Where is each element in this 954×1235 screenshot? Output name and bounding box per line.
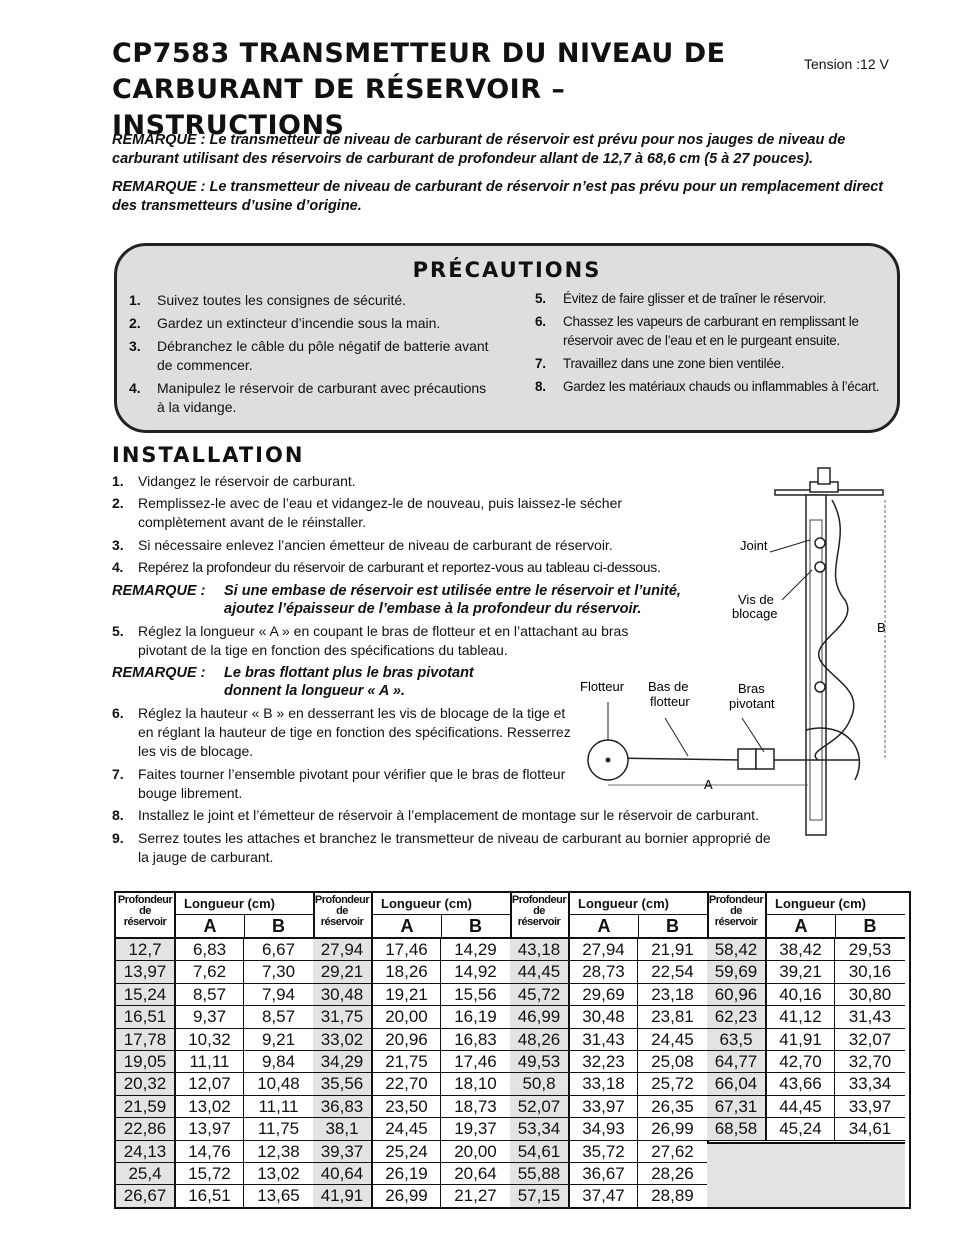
length-b-cell: 33,97 — [835, 1096, 905, 1118]
depth-cell: 66,04 — [707, 1073, 767, 1095]
precaution-item — [129, 337, 489, 375]
precautions-list-left — [129, 291, 489, 421]
length-b-cell: 19,37 — [441, 1118, 510, 1140]
step-number: 3. — [112, 537, 124, 553]
set-screw-icon — [815, 682, 825, 692]
length-a-cell: 40,16 — [767, 984, 835, 1006]
depth-cell: 39,37 — [313, 1141, 373, 1163]
length-b-cell: 7,94 — [244, 984, 313, 1006]
col-a-header: A — [373, 915, 442, 937]
length-a-cell: 22,70 — [373, 1073, 441, 1095]
precaution-text: Évitez de faire glisser et de traîner le réservoir. — [563, 291, 827, 306]
label-bras: Bras — [738, 681, 765, 696]
length-a-cell: 39,21 — [767, 961, 835, 983]
depth-cell: 60,96 — [707, 984, 767, 1006]
length-b-cell: 25,08 — [638, 1051, 707, 1073]
precaution-number: 6. — [535, 314, 546, 329]
length-b-cell: 6,67 — [244, 939, 313, 961]
step-number: 8. — [112, 807, 124, 823]
depth-cell: 40,64 — [313, 1163, 373, 1185]
length-b-cell: 7,30 — [244, 961, 313, 983]
precaution-item — [129, 291, 489, 310]
label-flotteur: Flotteur — [580, 679, 625, 694]
step-number: 6. — [112, 705, 124, 721]
label-a: A — [704, 777, 713, 792]
label-b: B — [877, 620, 886, 635]
install-remark — [112, 664, 532, 700]
depth-cell: 50,8 — [510, 1073, 570, 1095]
float-center — [606, 758, 611, 763]
precautions-box — [114, 243, 900, 433]
length-header: Longueur (cm) — [373, 893, 510, 915]
voltage-label: Tension :12 V — [804, 56, 889, 72]
precaution-text: Débranchez le câble du pôle négatif de batterie avant de commencer. — [157, 338, 489, 373]
step-number: 1. — [112, 473, 124, 489]
depth-cell: 54,61 — [510, 1141, 570, 1163]
arm-clamp — [756, 749, 774, 769]
length-a-cell: 20,96 — [373, 1029, 441, 1051]
step-number: 7. — [112, 766, 124, 782]
col-a-header: A — [570, 915, 639, 937]
arm-clamp — [738, 749, 756, 769]
length-a-cell: 13,02 — [176, 1096, 244, 1118]
precaution-number: 1. — [129, 292, 141, 308]
length-a-cell: 27,94 — [570, 939, 638, 961]
precaution-item — [535, 377, 885, 396]
depth-cell: 49,53 — [510, 1051, 570, 1073]
length-b-cell: 10,48 — [244, 1073, 313, 1095]
depth-cell: 16,51 — [116, 1006, 176, 1028]
precaution-item — [535, 354, 885, 373]
depth-cell: 52,07 — [510, 1096, 570, 1118]
length-b-cell: 21,91 — [638, 939, 707, 961]
label-bas-de: Bas de — [648, 679, 689, 694]
length-b-cell: 25,72 — [638, 1073, 707, 1095]
depth-cell: 36,83 — [313, 1096, 373, 1118]
depth-cell: 29,21 — [313, 961, 373, 983]
depth-cell: 68,58 — [707, 1118, 767, 1140]
page-title — [112, 36, 792, 144]
col-a-header: A — [767, 915, 836, 937]
depth-cell: 24,13 — [116, 1141, 176, 1163]
length-a-cell: 41,12 — [767, 1006, 835, 1028]
terminal-stud — [818, 468, 830, 484]
precaution-number: 8. — [535, 379, 546, 394]
length-a-cell: 12,07 — [176, 1073, 244, 1095]
length-a-cell: 36,67 — [570, 1163, 638, 1185]
depth-header — [707, 893, 767, 937]
length-b-cell: 16,83 — [441, 1029, 510, 1051]
length-b-cell: 11,75 — [244, 1118, 313, 1140]
length-b-cell: 26,35 — [638, 1096, 707, 1118]
depth-cell: 34,29 — [313, 1051, 373, 1073]
depth-header — [313, 893, 373, 937]
step-text: Repérez la profondeur du réservoir de carburant et reportez-vous au tableau ci-dessous. — [138, 559, 661, 575]
length-b-cell: 31,43 — [835, 1006, 905, 1028]
set-screw-icon — [815, 562, 825, 572]
depth-header — [510, 893, 570, 937]
depth-cell: 25,4 — [116, 1163, 176, 1185]
remark-text: Si une embase de réservoir est utilisée entre le réservoir et l’unité, ajoutez l’épaisseur de l’embase à la profondeur du réservoir. — [224, 583, 681, 617]
length-a-cell: 45,24 — [767, 1118, 835, 1140]
install-step — [112, 765, 592, 803]
length-b-cell: 18,73 — [441, 1096, 510, 1118]
label-blocage: blocage — [732, 606, 778, 621]
depth-cell: 64,77 — [707, 1051, 767, 1073]
table-empty-area — [707, 1142, 905, 1207]
depth-header-line: de — [730, 905, 742, 917]
depth-cell: 13,97 — [116, 961, 176, 983]
col-b-header: B — [272, 916, 285, 936]
length-b-cell: 32,07 — [835, 1029, 905, 1051]
depth-header-line: de — [139, 905, 151, 917]
table-block — [510, 893, 709, 1207]
length-b-cell: 13,02 — [244, 1163, 313, 1185]
length-a-cell: 11,11 — [176, 1051, 244, 1073]
length-a-cell: 16,51 — [176, 1185, 244, 1207]
length-a-cell: 7,62 — [176, 961, 244, 983]
depth-cell: 62,23 — [707, 1006, 767, 1028]
precaution-item — [129, 379, 489, 417]
depth-cell: 48,26 — [510, 1029, 570, 1051]
depth-header-line: de — [533, 905, 545, 917]
step-text: Installez le joint et l’émetteur de réservoir à l’emplacement de montage sur le réservoir de carburant. — [138, 807, 759, 823]
precaution-item — [129, 314, 489, 333]
length-b-cell: 28,89 — [638, 1185, 707, 1207]
length-b-cell: 32,70 — [835, 1051, 905, 1073]
length-b-cell: 13,65 — [244, 1185, 313, 1207]
length-b-cell: 22,54 — [638, 961, 707, 983]
remark-label: REMARQUE : — [112, 583, 206, 599]
depth-cell: 38,1 — [313, 1118, 373, 1140]
length-a-cell: 18,26 — [373, 961, 441, 983]
precaution-number: 7. — [535, 356, 546, 371]
length-b-cell: 14,29 — [441, 939, 510, 961]
length-header: Longueur (cm) — [767, 893, 905, 915]
depth-cell: 19,05 — [116, 1051, 176, 1073]
length-a-cell: 29,69 — [570, 984, 638, 1006]
length-a-cell: 13,97 — [176, 1118, 244, 1140]
precaution-text: Suivez toutes les consignes de sécurité. — [157, 292, 407, 308]
remark-text: Le bras flottant plus le bras pivotant donnent la longueur « A ». — [224, 665, 474, 699]
depth-cell: 46,99 — [510, 1006, 570, 1028]
depth-cell: 57,15 — [510, 1185, 570, 1207]
depth-header-line: réservoir — [320, 916, 364, 928]
step-number: 4. — [112, 559, 124, 575]
depth-cell: 35,56 — [313, 1073, 373, 1095]
precaution-number: 2. — [129, 315, 141, 331]
depth-cell: 59,69 — [707, 961, 767, 983]
depth-cell: 33,02 — [313, 1029, 373, 1051]
length-a-cell: 34,93 — [570, 1118, 638, 1140]
length-b-cell: 15,56 — [441, 984, 510, 1006]
depth-cell: 21,59 — [116, 1096, 176, 1118]
length-a-cell: 31,43 — [570, 1029, 638, 1051]
depth-cell: 53,34 — [510, 1118, 570, 1140]
length-b-cell: 26,99 — [638, 1118, 707, 1140]
length-a-cell: 33,18 — [570, 1073, 638, 1095]
label-pivotant: pivotant — [729, 696, 775, 711]
length-b-cell: 12,38 — [244, 1141, 313, 1163]
length-b-cell: 16,19 — [441, 1006, 510, 1028]
dimension-table — [114, 891, 911, 1209]
col-b-header: B — [666, 916, 679, 936]
length-b-cell: 20,64 — [441, 1163, 510, 1185]
leader-line — [665, 718, 688, 756]
step-text: Faites tourner l’ensemble pivotant pour vérifier que le bras de flotteur bouge librement. — [138, 766, 566, 801]
step-text: Réglez la hauteur « B » en desserrant les vis de blocage de la tige et en réglant la hauteur de tige en fonction des spécifications. Resserrez les vis de blocage. — [138, 705, 571, 759]
leader-line — [770, 540, 810, 552]
table-block — [707, 893, 905, 1207]
length-b-cell: 27,62 — [638, 1141, 707, 1163]
precautions-list-right — [535, 289, 885, 400]
length-b-cell: 17,46 — [441, 1051, 510, 1073]
precaution-text: Travaillez dans une zone bien ventilée. — [563, 356, 785, 371]
length-a-cell: 33,97 — [570, 1096, 638, 1118]
depth-header-line: Profondeur — [708, 894, 764, 906]
length-b-cell: 18,10 — [441, 1073, 510, 1095]
depth-cell: 67,31 — [707, 1096, 767, 1118]
length-a-cell: 6,83 — [176, 939, 244, 961]
depth-cell: 43,18 — [510, 939, 570, 961]
length-b-cell: 24,45 — [638, 1029, 707, 1051]
length-a-cell: 41,91 — [767, 1029, 835, 1051]
length-a-cell: 8,57 — [176, 984, 244, 1006]
col-b-header: B — [469, 916, 482, 936]
step-text: Réglez la longueur « A » en coupant le bras de flotteur et en l’attachant au bras pivotant de la tige en fonction des spécifications du tableau. — [138, 623, 629, 658]
length-a-cell: 17,46 — [373, 939, 441, 961]
length-a-cell: 10,32 — [176, 1029, 244, 1051]
length-a-cell: 9,37 — [176, 1006, 244, 1028]
depth-cell: 41,91 — [313, 1185, 373, 1207]
length-a-cell: 38,42 — [767, 939, 835, 961]
install-step — [112, 704, 582, 761]
length-b-cell: 8,57 — [244, 1006, 313, 1028]
label-joint: Joint — [740, 538, 768, 553]
depth-cell: 55,88 — [510, 1163, 570, 1185]
depth-cell: 58,42 — [707, 939, 767, 961]
depth-cell: 15,24 — [116, 984, 176, 1006]
depth-header-line: Profondeur — [117, 894, 173, 906]
length-b-cell: 11,11 — [244, 1096, 313, 1118]
depth-header-line: Profondeur — [314, 894, 370, 906]
depth-header-line: réservoir — [714, 916, 758, 928]
label-vis-de: Vis de — [738, 592, 774, 607]
length-header: Longueur (cm) — [176, 893, 313, 915]
length-b-cell: 9,84 — [244, 1051, 313, 1073]
precaution-text: Chassez les vapeurs de carburant en remplissant le réservoir avec de l’eau et en le purgeant ensuite. — [563, 314, 859, 348]
precaution-text: Manipulez le réservoir de carburant avec précautions à la vidange. — [157, 380, 487, 415]
depth-header-line: de — [336, 905, 348, 917]
length-a-cell: 37,47 — [570, 1185, 638, 1207]
length-b-cell: 28,26 — [638, 1163, 707, 1185]
length-a-cell: 35,72 — [570, 1141, 638, 1163]
precaution-text: Gardez un extincteur d’incendie sous la main. — [157, 315, 441, 331]
length-a-cell: 44,45 — [767, 1096, 835, 1118]
precaution-text: Gardez les matériaux chauds ou inflammables à l’écart. — [563, 379, 880, 394]
depth-cell: 44,45 — [510, 961, 570, 983]
title-line-1: CP7583 TRANSMETTEUR DU NIVEAU DE — [112, 38, 726, 69]
precautions-title: PRÉCAUTIONS — [412, 258, 602, 282]
length-header: Longueur (cm) — [570, 893, 707, 915]
length-b-cell: 30,80 — [835, 984, 905, 1006]
depth-header-line: réservoir — [123, 916, 167, 928]
table-block — [313, 893, 512, 1207]
precaution-number: 4. — [129, 380, 141, 396]
length-a-cell: 26,99 — [373, 1185, 441, 1207]
length-a-cell: 23,50 — [373, 1096, 441, 1118]
depth-cell: 45,72 — [510, 984, 570, 1006]
depth-header — [116, 893, 176, 937]
precaution-item — [535, 312, 885, 350]
length-b-cell: 33,34 — [835, 1073, 905, 1095]
remark-label: REMARQUE : — [112, 665, 206, 681]
length-b-cell: 34,61 — [835, 1118, 905, 1140]
length-b-cell: 30,16 — [835, 961, 905, 983]
depth-cell: 22,86 — [116, 1118, 176, 1140]
length-a-cell: 26,19 — [373, 1163, 441, 1185]
length-b-cell: 21,27 — [441, 1185, 510, 1207]
length-a-cell: 43,66 — [767, 1073, 835, 1095]
depth-cell: 17,78 — [116, 1029, 176, 1051]
length-a-cell: 42,70 — [767, 1051, 835, 1073]
installation-title: INSTALLATION — [112, 443, 305, 467]
step-text: Serrez toutes les attaches et branchez le transmetteur de niveau de carburant au bornier approprié de la jauge de carburant. — [138, 830, 771, 865]
step-text: Remplissez-le avec de l’eau et vidangez-le de nouveau, puis laissez-le sécher complètement avant de le réinstaller. — [138, 495, 623, 530]
col-b-header: B — [863, 916, 877, 936]
length-a-cell: 15,72 — [176, 1163, 244, 1185]
depth-cell: 31,75 — [313, 1006, 373, 1028]
length-b-cell: 20,00 — [441, 1141, 510, 1163]
title-line-2: CARBURANT DE RÉSERVOIR – INSTRUCTIONS — [112, 74, 566, 141]
length-a-cell: 20,00 — [373, 1006, 441, 1028]
length-b-cell: 14,92 — [441, 961, 510, 983]
length-b-cell: 9,21 — [244, 1029, 313, 1051]
length-a-cell: 32,23 — [570, 1051, 638, 1073]
depth-cell: 27,94 — [313, 939, 373, 961]
length-a-cell: 14,76 — [176, 1141, 244, 1163]
note-depth-range: REMARQUE : Le transmetteur de niveau de carburant de réservoir est prévu pour nos jauges de niveau de carburant utilisant des réservoirs de carburant de profondeur allant de 12,7 à 68,6 cm (5 à 27 pouces). — [112, 132, 846, 167]
length-b-cell: 29,53 — [835, 939, 905, 961]
step-text: Si nécessaire enlevez l’ancien émetteur de niveau de carburant de réservoir. — [138, 537, 613, 553]
depth-cell: 20,32 — [116, 1073, 176, 1095]
table-block — [116, 893, 315, 1207]
precaution-item — [535, 289, 885, 308]
depth-header-line: réservoir — [517, 916, 561, 928]
label-bas-flotteur: flotteur — [650, 694, 690, 709]
sender-diagram — [570, 460, 900, 850]
length-a-cell: 25,24 — [373, 1141, 441, 1163]
length-a-cell: 24,45 — [373, 1118, 441, 1140]
length-a-cell: 21,75 — [373, 1051, 441, 1073]
depth-cell: 30,48 — [313, 984, 373, 1006]
depth-cell: 63,5 — [707, 1029, 767, 1051]
length-b-cell: 23,18 — [638, 984, 707, 1006]
precaution-number: 5. — [535, 291, 546, 306]
depth-header-line: Profondeur — [511, 894, 567, 906]
depth-cell: 26,67 — [116, 1185, 176, 1207]
depth-cell: 12,7 — [116, 939, 176, 961]
step-text: Vidangez le réservoir de carburant. — [138, 473, 356, 489]
length-a-cell: 28,73 — [570, 961, 638, 983]
leader-line — [742, 718, 764, 752]
note-not-oem-replacement: REMARQUE : Le transmetteur de niveau de carburant de réservoir n’est pas prévu pour un remplacement direct des transmetteurs d’usine d’origine. — [112, 179, 884, 214]
precaution-number: 3. — [129, 338, 141, 354]
length-b-cell: 23,81 — [638, 1006, 707, 1028]
step-number: 5. — [112, 623, 124, 639]
length-a-cell: 30,48 — [570, 1006, 638, 1028]
set-screw-icon — [815, 538, 825, 548]
step-number: 9. — [112, 830, 124, 846]
col-a-header: A — [176, 915, 245, 937]
length-a-cell: 19,21 — [373, 984, 441, 1006]
step-number: 2. — [112, 495, 124, 511]
